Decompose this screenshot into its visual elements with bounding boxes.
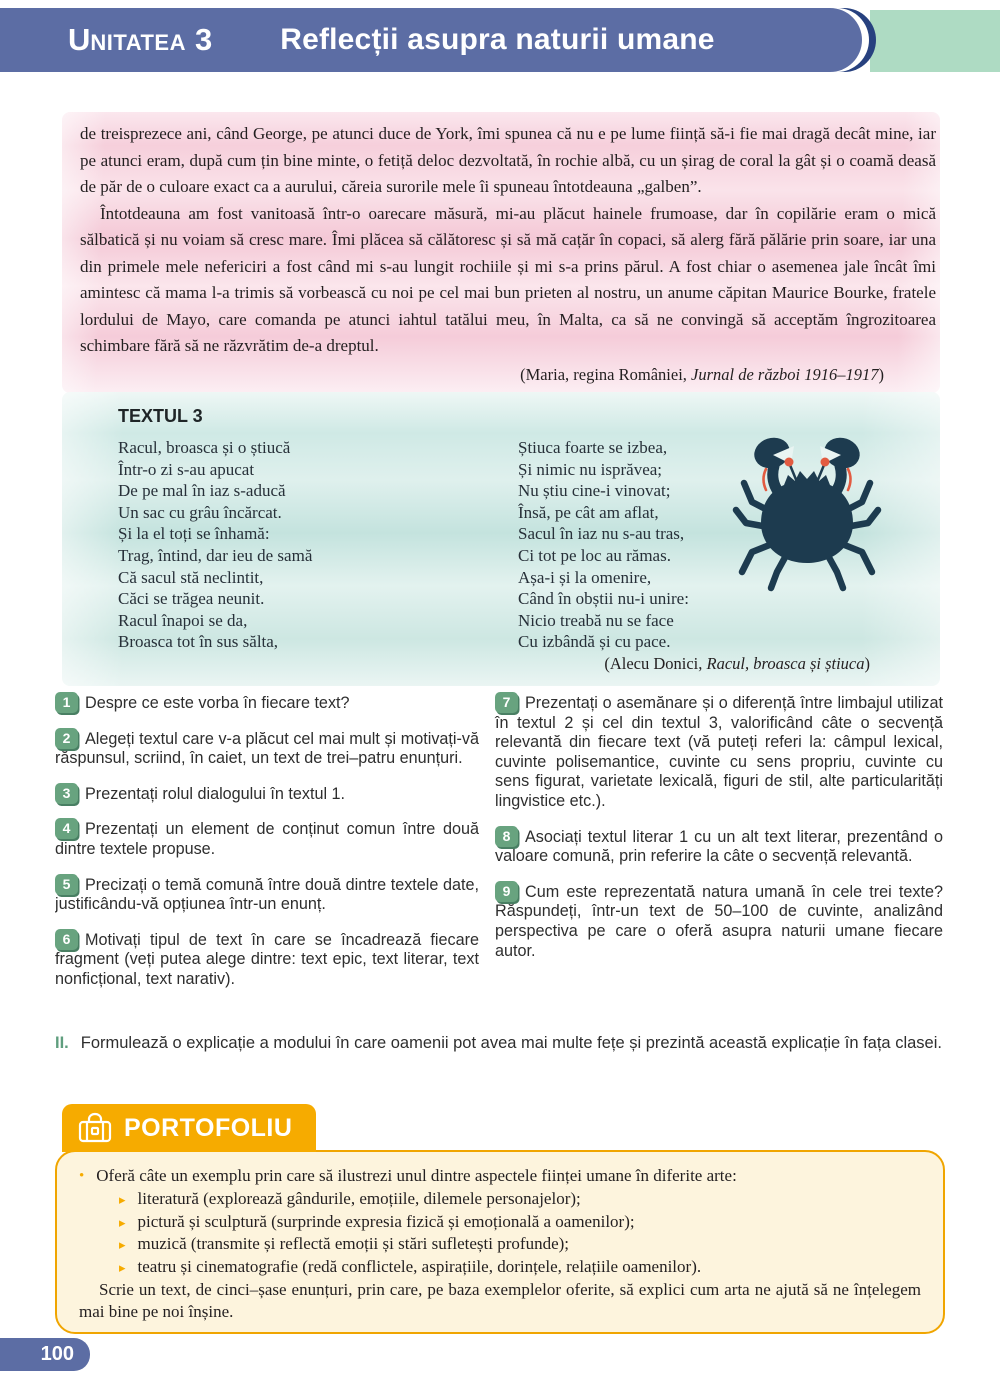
portfolio-bullet-line [79,1165,921,1188]
question-number-badge: 9 [495,881,518,902]
task-2-label: II. [55,1034,69,1052]
question-7 [495,692,943,812]
poem-line: Și la el toți se înhamă: [118,524,270,544]
triangle-bullet-icon: ▸ [119,1214,126,1230]
poem-line: Că sacul stă neclintit, [118,567,264,587]
portfolio-item-2 [119,1211,921,1234]
poem-line: Racul, broasca și o știucă [118,438,291,457]
question-number-badge: 2 [55,728,78,749]
portfolio-item-4 [119,1256,921,1279]
poem-attribution [604,654,870,674]
questions-column-right [495,692,943,1030]
crab-illustration [732,420,882,605]
task-2-text: Formulează o explicație a modului în care oamenii pot avea mai multe fețe și prezintă această explicație în fața clasei. [80,1034,942,1052]
question-8 [495,826,943,867]
page-number-badge: 100 [0,1338,90,1371]
poem-line: Un sac cu grâu încărcat. [118,502,282,522]
intro-paragraph-1: de treisprezece ani, când George, pe atunci duce de York, îmi spunea că nu e pe lume ființă să-i fie mai dragă decât mine, iar pe atunci eram, după cum țin bine minte, o fetiță deloc dezvoltată, în rochie albă, cu un șirag de coral la gât și o coamă deasă de păr de o culoare exact ca a aurului, căreia surorile mele îi spuneau întotdeauna „galben”. [80,124,936,196]
poem-column-2 [518,437,768,653]
intro-attribution [80,365,936,385]
unit-label-rest: NITATEA [90,30,186,55]
poem-attribution-title: Racul, broasca și știuca [706,654,865,673]
poem-line: Nicio treabă nu se face [518,610,674,630]
poem-line: Într-o zi s-au apucat [118,459,255,479]
poem-line: Racul înapoi se da, [118,610,248,630]
question-9 [495,881,943,961]
triangle-bullet-icon: ▸ [119,1237,126,1253]
unit-banner [0,8,862,72]
question-text: Alegeți textul care v-a plăcut cel mai mult și motivați-vă răspunsul, scriind, în caiet, un text de trei–patru enunțuri. [55,729,479,768]
poem-line: Ci tot pe loc au rămas. [518,545,671,565]
questions-column-left [55,692,479,1030]
question-text: Motivați tipul de text în care se încadrează fiecare fragment (veți putea alege dintre: text epic, text literar, text nonficțional, text narativ). [55,930,479,988]
triangle-bullet-icon: ▸ [119,1260,126,1276]
question-text: Cum este reprezentată natura umană în cele trei texte? Răspundeți, într-un text de 50–100 de cuvinte, analizând perspectiva pe care o oferă asupra naturii umane fiecare autor. [495,882,943,960]
question-text: Prezentați un element de conținut comun între două dintre textele propuse. [55,820,479,858]
unit-title: Reflecții asupra naturii umane [280,23,715,56]
question-number-badge: 5 [55,874,78,895]
portfolio-item-3 [119,1233,921,1256]
poem-line: Broasca tot în sus sălta, [118,632,279,652]
question-number-badge: 8 [495,826,518,847]
poem-column-1 [118,437,458,653]
question-2 [55,728,479,769]
poem-attribution-close-paren: ) [864,654,870,673]
portfolio-tab-label: PORTOFOLIU [124,1113,293,1142]
portfolio-item-text: teatru și cinematografie (redă conflictele, aspirațiile, dorințele, relațiile oamenilor). [137,1257,702,1277]
poem-line: Sacul în iaz nu s-au tras, [518,524,685,544]
poem-line: Știuca foarte se izbea, [518,438,668,457]
poem-line: Cu izbândă și cu pace. [518,632,671,652]
portfolio-item-text: literatură (explorează gândurile, emoțiile, dilemele personajelor); [137,1188,581,1208]
poem-line: Trag, întind, dar ieu de samă [118,545,313,565]
question-number-badge: 7 [495,692,518,713]
intro-quote-block [62,112,940,393]
question-3 [55,783,479,805]
intro-paragraph-2: Întotdeauna am fost vanitoasă într-o oarecare măsură, mi-au plăcut hainele frumoase, dar în copilărie eram o mică sălbatică și nu voiam să cresc mare. Îmi plăcea să călătoresc și să mă cațăr în copaci, să alerg fără pălărie prin soare, iar una din primele mele nefericiri a fost când mi s-au lungit rochiile și mi s-a prins părul. A fost chiar o asemenea jale încât îmi amintesc că mama l-a trimis să vorbească cu noi pe cel mai bun prieten al nostru, un anume căpitan Maurice Bourke, fratele lordului de Mayo, care comanda pe atunci iahtul tatălui meu, în Malta, ca să ne convingă să acceptăm îngrozitoarea schimbare fără să ne răzvrătim de-a dreptul. [80,203,936,355]
portfolio-item-1 [119,1188,921,1211]
poem-attribution-author: (Alecu Donici, [604,654,707,673]
attribution-author: (Maria, regina României, [520,364,692,384]
textul3-block [62,392,940,686]
header-accent-block [870,10,1000,72]
question-text: Precizați o temă comună între două dintre textele date, justificându-vă opțiunea într-un enunț. [55,875,479,914]
portfolio-item-text: muzică (transmite și reflectă emoții și stări sufletești profunde); [137,1234,569,1254]
poem-line: Și nimic nu isprăvea; [518,459,663,479]
task-2 [55,1032,945,1055]
attribution-close-paren: ) [878,364,884,384]
question-number-badge: 4 [55,818,78,839]
unit-label-initial: U [68,22,91,57]
question-text: Prezentați rolul dialogului în textul 1. [85,784,346,803]
crab-claws [750,433,864,473]
dot-bullet-icon: • [79,1168,85,1184]
portfolio-item-text: pictură și sculptură (surprinde expresia fizică și emoțională a oamenilor); [137,1211,635,1231]
question-4 [55,818,479,859]
unit-label [68,22,212,58]
poem-line: Așa-i și la omenire, [518,567,652,587]
poem-line: Când în obștii nu-i unire: [518,589,689,609]
question-text: Despre ce este vorba în fiecare text? [85,694,350,712]
unit-number: 3 [194,22,213,57]
question-number-badge: 6 [55,929,78,950]
portfolio-bullet-text: Oferă câte un exemplu prin care să ilustrezi unul dintre aspectele ființei umane în diferite arte: [96,1166,737,1185]
textul3-heading: TEXTUL 3 [118,406,203,426]
question-number-badge: 1 [55,692,78,713]
portfolio-closing-text: Scrie un text, de cinci–șase enunțuri, prin care, pe baza exemplelor oferite, să explici cum arta ne ajută să ne înțelegem mai bine pe noi înșine. [79,1279,921,1321]
portfolio-tab [62,1104,316,1152]
question-1 [55,692,479,714]
question-text: Asociați textul literar 1 cu un alt text literar, prezentând o valoare comună, prin referire la câte o secvență relevantă. [495,827,943,866]
questions-section [55,692,943,1030]
poem-line: De pe mal în iaz s-aducă [118,481,286,501]
attribution-work-title: Jurnal de război 1916–1917 [691,364,879,384]
question-number-badge: 3 [55,783,78,804]
portfolio-box [55,1150,945,1334]
question-6 [55,929,479,990]
poem-line: Nu știu cine-i vinovat; [518,481,671,501]
poem-line: Însă, pe cât am aflat, [518,502,659,522]
triangle-bullet-icon: ▸ [119,1191,126,1207]
briefcase-icon [76,1111,114,1145]
poem-line: Căci se trăgea neunit. [118,589,265,609]
question-5 [55,874,479,915]
question-text: Prezentați o asemănare și o diferență între limbajul utilizat în textul 2 și cel din textul 3, valorificând câte o secvență relevantă din fiecare text (vă puteți referi la: câmpul lexical, cuvinte polisemantice, cuvinte cu sens propriu, cuvinte cu sens figurat, varietate lexicală, figuri de stil, alte particularități lingvistice etc.). [495,694,943,810]
